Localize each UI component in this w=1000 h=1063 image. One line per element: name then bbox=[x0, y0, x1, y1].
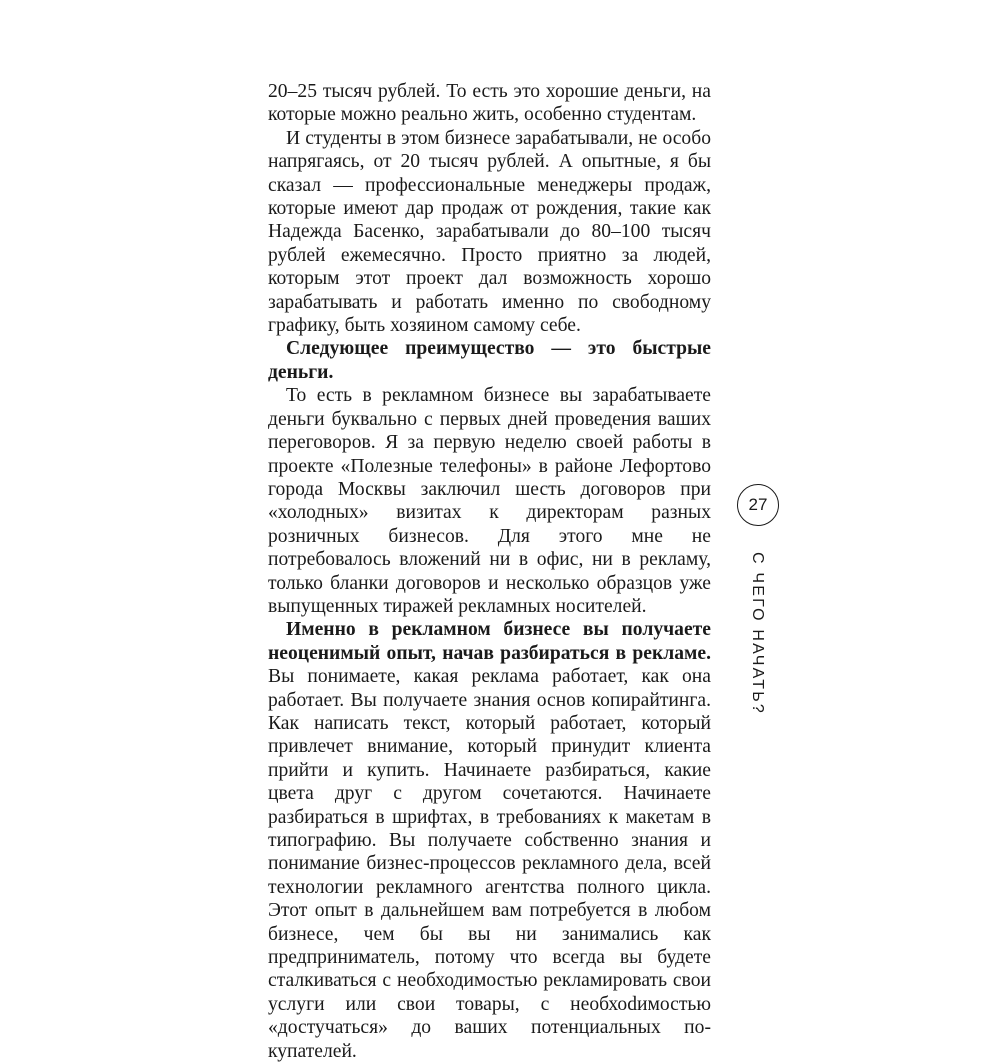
paragraph-2-text: И студенты в этом бизнесе зарабатывали, не особо напрягаясь, от 20 тысяч рублей. А опытные, я бы сказал — профессиональные менеджеры продаж, которые имеют дар продаж от рождения, такие как Надежда Басенко, зарабатывали до 80–100 тысяч рублей ежемесячно. Просто приятно за людей, которым этот проект дал возможность хорошо зарабатывать и работать именно по свободному графику, быть хозяином самому себе. bbox=[268, 127, 711, 337]
paragraph-2 bbox=[268, 127, 711, 338]
paragraph-3 bbox=[268, 337, 711, 384]
page-number: 27 bbox=[737, 484, 779, 526]
body-text bbox=[268, 80, 711, 1063]
running-head: С ЧЕГО НАЧАТЬ? bbox=[749, 552, 766, 716]
paragraph-5 bbox=[268, 618, 711, 1063]
paragraph-3-lead: Следующее преимущество — это быстрые деньги. bbox=[268, 338, 711, 383]
paragraph-4 bbox=[268, 384, 711, 618]
paragraph-5-lead: Именно в рекламном бизнесе вы получаете неоценимый опыт, начав разбираться в рекламе. bbox=[268, 619, 711, 664]
paragraph-4-text: То есть в рекламном бизнесе вы зарабатываете деньги буквально с первых дней проведения ваших переговоров. Я за первую неделю своей работы в проекте «Полезные телефоны» в районе Лефортово города Москвы заключил шесть договоров при «холодных» визитах к директорам разных розничных бизнесов. Для этого мне не потребовалось вложений ни в офис, ни в рекламу, только бланки договоров и несколько образцов уже выпущенных тиражей рекламных носителей. bbox=[268, 385, 711, 617]
paragraph-1 bbox=[268, 80, 711, 127]
paragraph-1-text: 20–25 тысяч рублей. То есть это хорошие деньги, на которые можно реально жить, особенно студентам. bbox=[268, 81, 711, 126]
paragraph-5-text: Вы понимаете, какая реклама работает, как она работает. Вы получаете знания основ копирайтинга. Как написать текст, который работает, который привлечет внимание, который принудит клиента прийти и купить. Начинаете разбираться, какие цвета друг с другом сочетаются. Начинаете разбираться в шрифтах, в требованиях к макетам в типографию. Вы получаете собственно знания и понимание бизнес-процессов рекламного дела, всей технологии рекламного агентства полного цикла. Этот опыт в дальнейшем вам потребуется в любом бизнесе, чем бы вы ни занимались как предприниматель, потому что всегда вы будете сталкиваться с необходимостью рекламировать свои услуги или свои товары, с необхоdимостью «достучаться» до ваших потенциальных покупателей. bbox=[268, 666, 711, 1062]
